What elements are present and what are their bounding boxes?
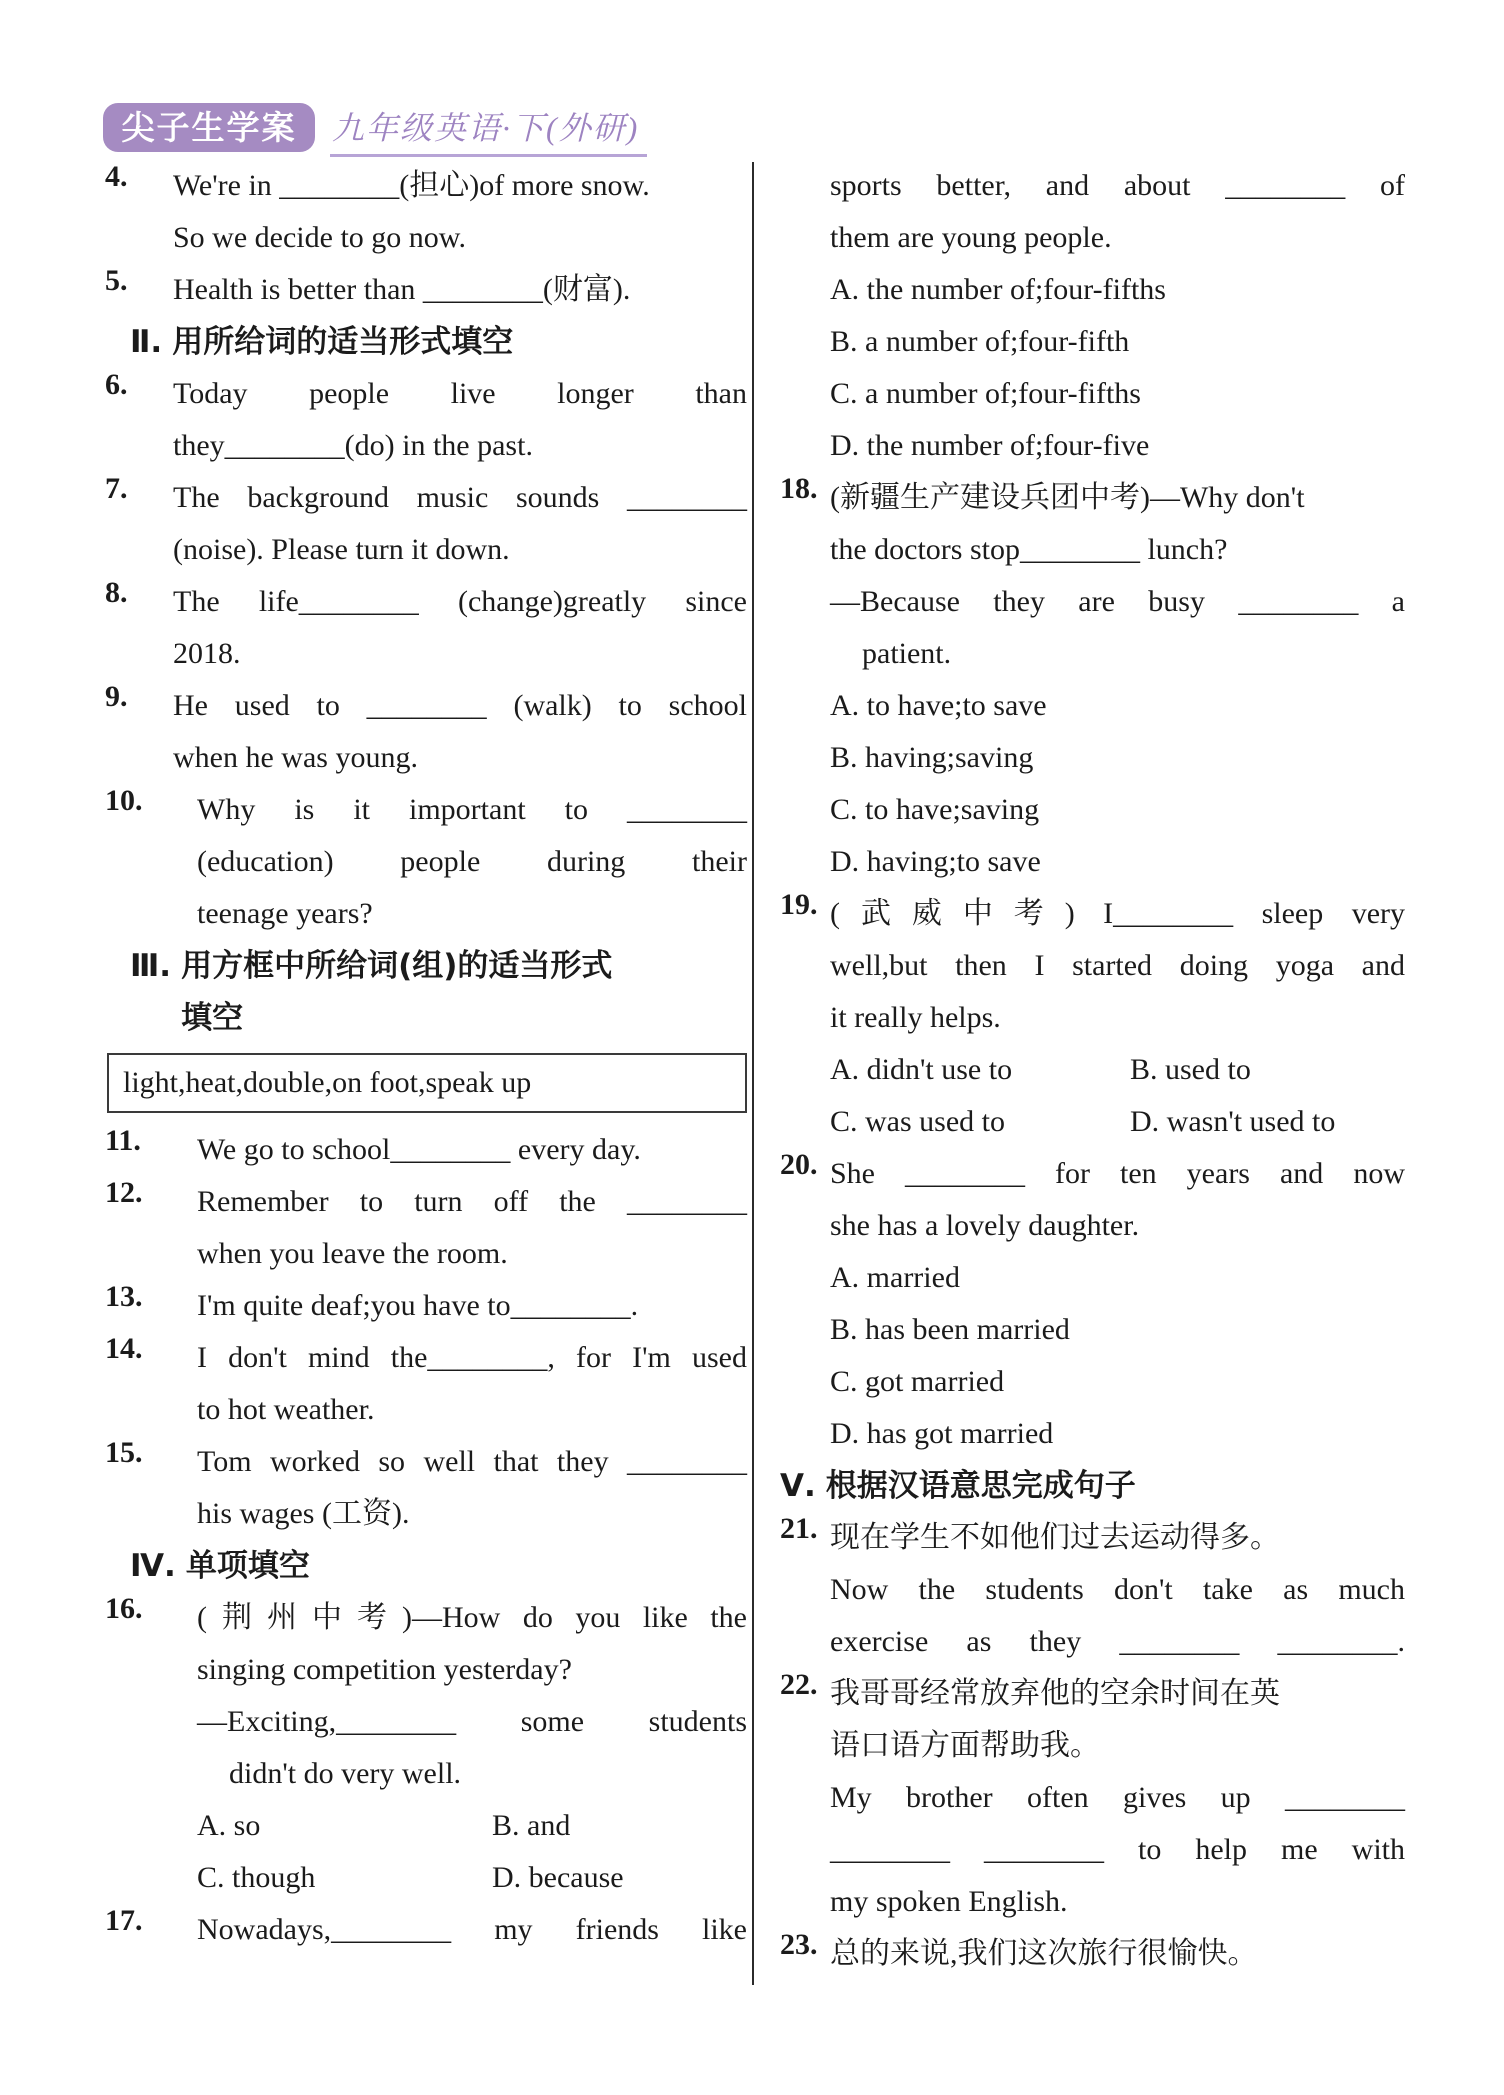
option-c: C. got married (830, 1365, 1005, 1398)
question-text: patient. (862, 637, 952, 670)
question-text: Remember to turn off the ________ (197, 1185, 747, 1218)
question-number: 6. (105, 368, 128, 401)
edition-title: 九年级英语·下(外研) (330, 106, 647, 157)
question-text: sports better, and about ________ of (830, 169, 1405, 202)
question-text: singing competition yesterday? (197, 1653, 572, 1686)
brand-badge: 尖子生学案 (103, 103, 315, 152)
question-number: 13. (105, 1280, 143, 1313)
question-number: 9. (105, 680, 128, 713)
option-a: A. so (197, 1809, 261, 1842)
section-title: 单项填空 (185, 1548, 310, 1584)
question-14 (105, 1332, 747, 1436)
question-number: 22. (780, 1668, 818, 1701)
question-text: Today people live longer than (173, 377, 747, 410)
question-text: We're in ________(担心)of more snow. (173, 169, 650, 202)
question-19 (780, 888, 1405, 1148)
question-text: —Because they are busy ________ a (830, 585, 1405, 618)
question-text: my spoken English. (830, 1885, 1068, 1918)
option-a: A. married (830, 1261, 960, 1294)
question-8 (105, 576, 747, 680)
question-text: teenage years? (197, 897, 373, 930)
option-a: A. to have;to save (830, 689, 1047, 722)
question-text: (新疆生产建设兵团中考)—Why don't (830, 481, 1305, 514)
question-text: when you leave the room. (197, 1237, 508, 1270)
question-text: Now the students don't take as much (830, 1573, 1405, 1606)
question-13 (105, 1280, 747, 1332)
question-text: well,but then I started doing yoga and (830, 949, 1405, 982)
question-text: (荆州中考)—How do you like the (197, 1601, 747, 1634)
word-bank-box: light,heat,double,on foot,speak up (107, 1053, 747, 1113)
question-number: 8. (105, 576, 128, 609)
question-text: (武威中考) I________ sleep very (830, 897, 1405, 930)
question-text: —Exciting,________ some students (197, 1705, 747, 1738)
section-2-heading (105, 316, 747, 368)
question-text: them are young people. (830, 221, 1112, 254)
question-text: I'm quite deaf;you have to________. (197, 1289, 639, 1322)
question-text: 2018. (173, 637, 241, 670)
question-text: She ________ for ten years and now (830, 1157, 1405, 1190)
question-22 (780, 1668, 1405, 1928)
option-c: C. to have;saving (830, 793, 1040, 826)
question-number: 7. (105, 472, 128, 505)
section-label: Ⅲ. (130, 948, 172, 984)
question-number: 4. (105, 160, 128, 193)
section-4-heading (105, 1540, 747, 1592)
question-text: 总的来说,我们这次旅行很愉快。 (830, 1937, 1258, 1970)
right-column (780, 160, 1405, 1980)
section-title-line: 填空 (181, 1000, 244, 1036)
question-11 (105, 1124, 747, 1176)
question-4 (105, 160, 747, 264)
question-text: So we decide to go now. (173, 221, 466, 254)
section-5-heading (780, 1460, 1405, 1512)
question-text: didn't do very well. (229, 1757, 462, 1790)
question-number: 23. (780, 1928, 818, 1961)
question-18 (780, 472, 1405, 888)
question-number: 19. (780, 888, 818, 921)
option-d: D. wasn't used to (1130, 1105, 1336, 1138)
question-number: 21. (780, 1512, 818, 1545)
question-17 (105, 1904, 747, 1956)
question-text: The life________ (change)greatly since (173, 585, 747, 618)
section-label: Ⅴ. (780, 1468, 816, 1504)
question-text: his wages (工资). (197, 1497, 410, 1530)
question-7 (105, 472, 747, 576)
option-c: C. was used to (830, 1105, 1005, 1138)
left-column (105, 160, 747, 1956)
question-text: to hot weather. (197, 1393, 375, 1426)
question-number: 10. (105, 784, 143, 817)
question-text: exercise as they ________ ________. (830, 1625, 1405, 1658)
question-number: 5. (105, 264, 128, 297)
option-b: B. used to (1130, 1053, 1251, 1086)
option-c: C. though (197, 1861, 316, 1894)
question-number: 14. (105, 1332, 143, 1365)
question-text: We go to school________ every day. (197, 1133, 641, 1166)
option-d: D. has got married (830, 1417, 1054, 1450)
question-text: the doctors stop________ lunch? (830, 533, 1228, 566)
question-10 (105, 784, 747, 940)
question-16 (105, 1592, 747, 1904)
section-title: 用所给词的适当形式填空 (172, 324, 514, 360)
option-a: A. the number of;four-fifths (830, 273, 1166, 306)
option-b: B. and (492, 1809, 571, 1842)
section-title (181, 940, 747, 1044)
question-21 (780, 1512, 1405, 1668)
question-text: The background music sounds ________ (173, 481, 747, 514)
question-6 (105, 368, 747, 472)
question-text: (education) people during their (197, 845, 747, 878)
question-20 (780, 1148, 1405, 1460)
question-text: ________ ________ to help me with (830, 1833, 1405, 1866)
question-number-spacer (780, 160, 830, 472)
section-label: Ⅱ. (130, 324, 163, 360)
question-text: He used to ________ (walk) to school (173, 689, 747, 722)
option-a: A. didn't use to (830, 1053, 1013, 1086)
option-b: B. has been married (830, 1313, 1070, 1346)
column-divider (752, 162, 754, 1985)
question-text: (noise). Please turn it down. (173, 533, 510, 566)
question-text: when he was young. (173, 741, 418, 774)
question-text: 现在学生不如他们过去运动得多。 (830, 1521, 1280, 1554)
question-text: Nowadays,________ my friends like (197, 1913, 747, 1946)
question-text: 我哥哥经常放弃他的空余时间在英 (830, 1677, 1280, 1710)
question-12 (105, 1176, 747, 1280)
option-d: D. having;to save (830, 845, 1041, 878)
section-title: 根据汉语意思完成句子 (825, 1468, 1136, 1504)
option-d: D. because (492, 1861, 624, 1894)
question-9 (105, 680, 747, 784)
option-d: D. the number of;four-five (830, 429, 1150, 462)
question-number: 18. (780, 472, 818, 505)
question-text: they________(do) in the past. (173, 429, 533, 462)
answer-options (197, 1800, 747, 1904)
section-label: Ⅳ. (130, 1548, 176, 1584)
question-number: 16. (105, 1592, 143, 1625)
question-text: I don't mind the________, for I'm used (197, 1341, 747, 1374)
option-c: C. a number of;four-fifths (830, 377, 1141, 410)
question-text: Why is it important to ________ (197, 793, 747, 826)
option-b: B. having;saving (830, 741, 1034, 774)
section-title-line: 用方框中所给词(组)的适当形式 (181, 948, 613, 984)
answer-options (830, 1044, 1405, 1148)
question-number: 20. (780, 1148, 818, 1181)
section-3-heading (105, 940, 747, 1044)
question-23 (780, 1928, 1405, 1980)
question-text: Tom worked so well that they ________ (197, 1445, 747, 1478)
question-15 (105, 1436, 747, 1540)
question-text: Health is better than ________(财富). (173, 273, 631, 306)
question-5 (105, 264, 747, 316)
question-17-continuation (780, 160, 1405, 472)
question-number: 12. (105, 1176, 143, 1209)
question-number: 17. (105, 1904, 143, 1937)
question-text: it really helps. (830, 1001, 1001, 1034)
question-text: she has a lovely daughter. (830, 1209, 1140, 1242)
question-text: My brother often gives up ________ (830, 1781, 1405, 1814)
question-number: 15. (105, 1436, 143, 1469)
question-number: 11. (105, 1124, 141, 1157)
question-text: 语口语方面帮助我。 (830, 1729, 1100, 1762)
option-b: B. a number of;four-fifth (830, 325, 1130, 358)
